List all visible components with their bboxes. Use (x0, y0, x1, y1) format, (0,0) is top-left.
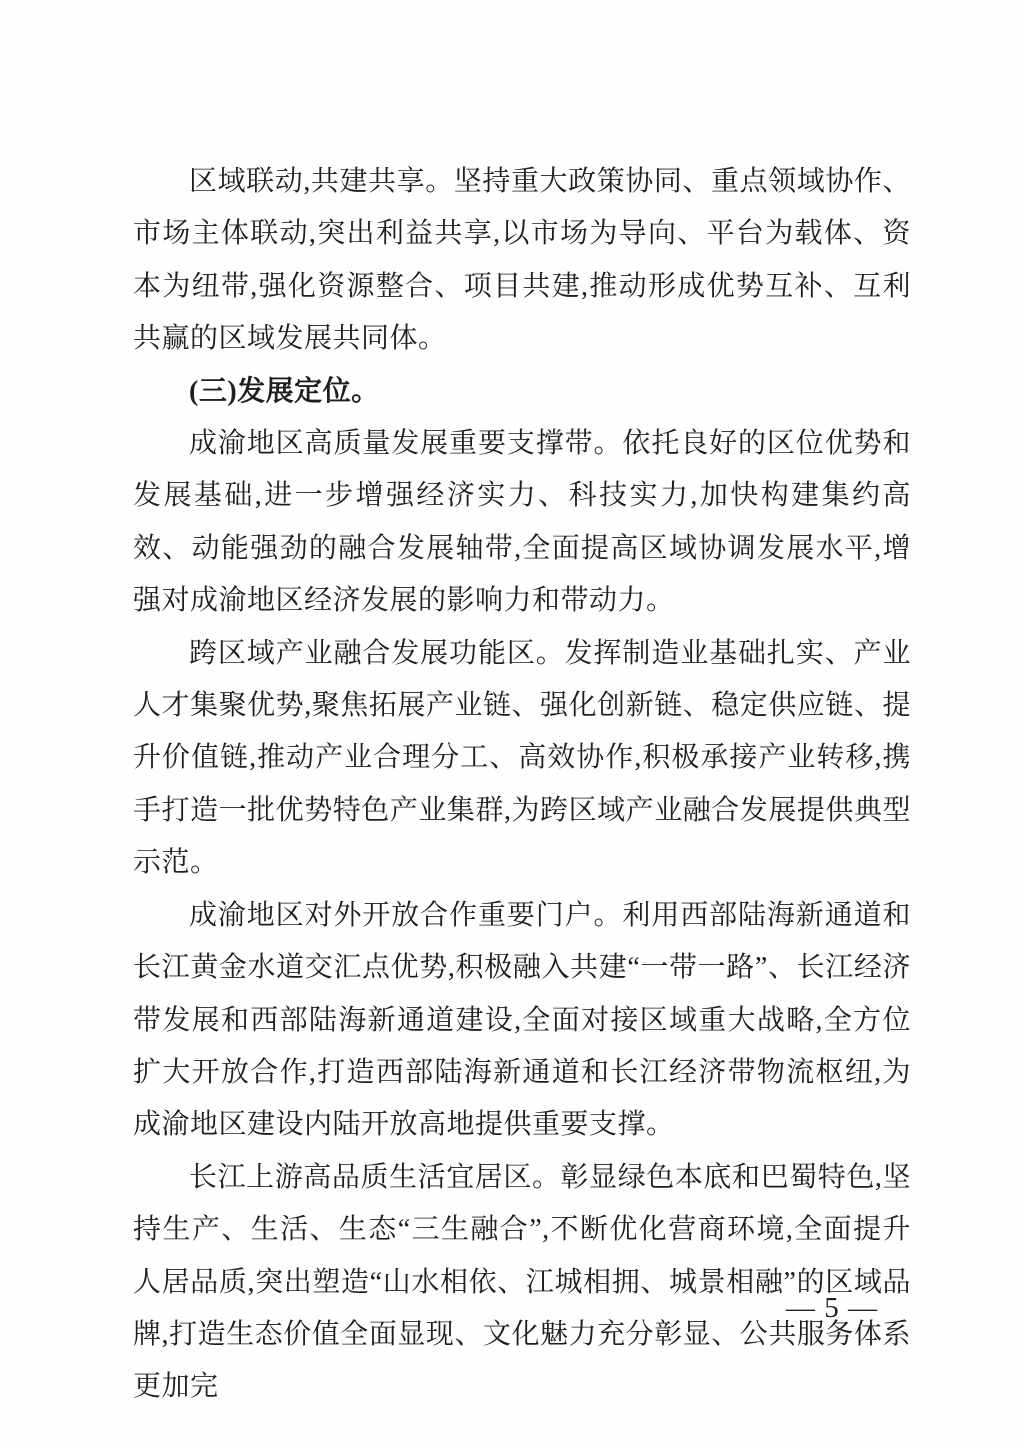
page-footer (786, 1293, 878, 1325)
document-body (133, 156, 911, 1414)
page-number: — 5 — (786, 1292, 878, 1324)
body-paragraph: 区域联动,共建共享。坚持重大政策协同、重点领域协作、市场主体联动,突出利益共享,以市场为导向、平台为载体、资本为纽带,强化资源整合、项目共建,推动形成优势互补、互利共赢的区域发展共同体。 (133, 166, 911, 355)
section-heading: (三)发展定位。 (189, 375, 380, 407)
body-paragraph: 跨区域产业融合发展功能区。发挥制造业基础扎实、产业人才集聚优势,聚焦拓展产业链、强化创新链、稳定供应链、提升价值链,推动产业合理分工、高效协作,积极承接产业转移,携手打造一批优势特色产业集群,为跨区域产业融合发展提供典型示范。 (133, 637, 911, 879)
body-paragraph: 成渝地区对外开放合作重要门户。利用西部陆海新通道和长江黄金水道交汇点优势,积极融入共建“一带一路”、长江经济带发展和西部陆海新通道建设,全面对接区域重大战略,全方位扩大开放合作,打造西部陆海新通道和长江经济带物流枢纽,为成渝地区建设内陆开放高地提供重要支撑。 (133, 899, 911, 1141)
body-paragraph: 长江上游高品质生活宜居区。彰显绿色本底和巴蜀特色,坚持生产、生活、生态“三生融合”,不断优化营商环境,全面提升人居品质,突出塑造“山水相依、江城相拥、城景相融”的区域品牌,打造生态价值全面显现、文化魅力充分彰显、公共服务体系更加完 (133, 1161, 911, 1403)
body-paragraph: 成渝地区高质量发展重要支撑带。依托良好的区位优势和发展基础,进一步增强经济实力、科技实力,加快构建集约高效、动能强劲的融合发展轴带,全面提高区域协调发展水平,增强对成渝地区经济发展的影响力和带动力。 (133, 428, 911, 617)
